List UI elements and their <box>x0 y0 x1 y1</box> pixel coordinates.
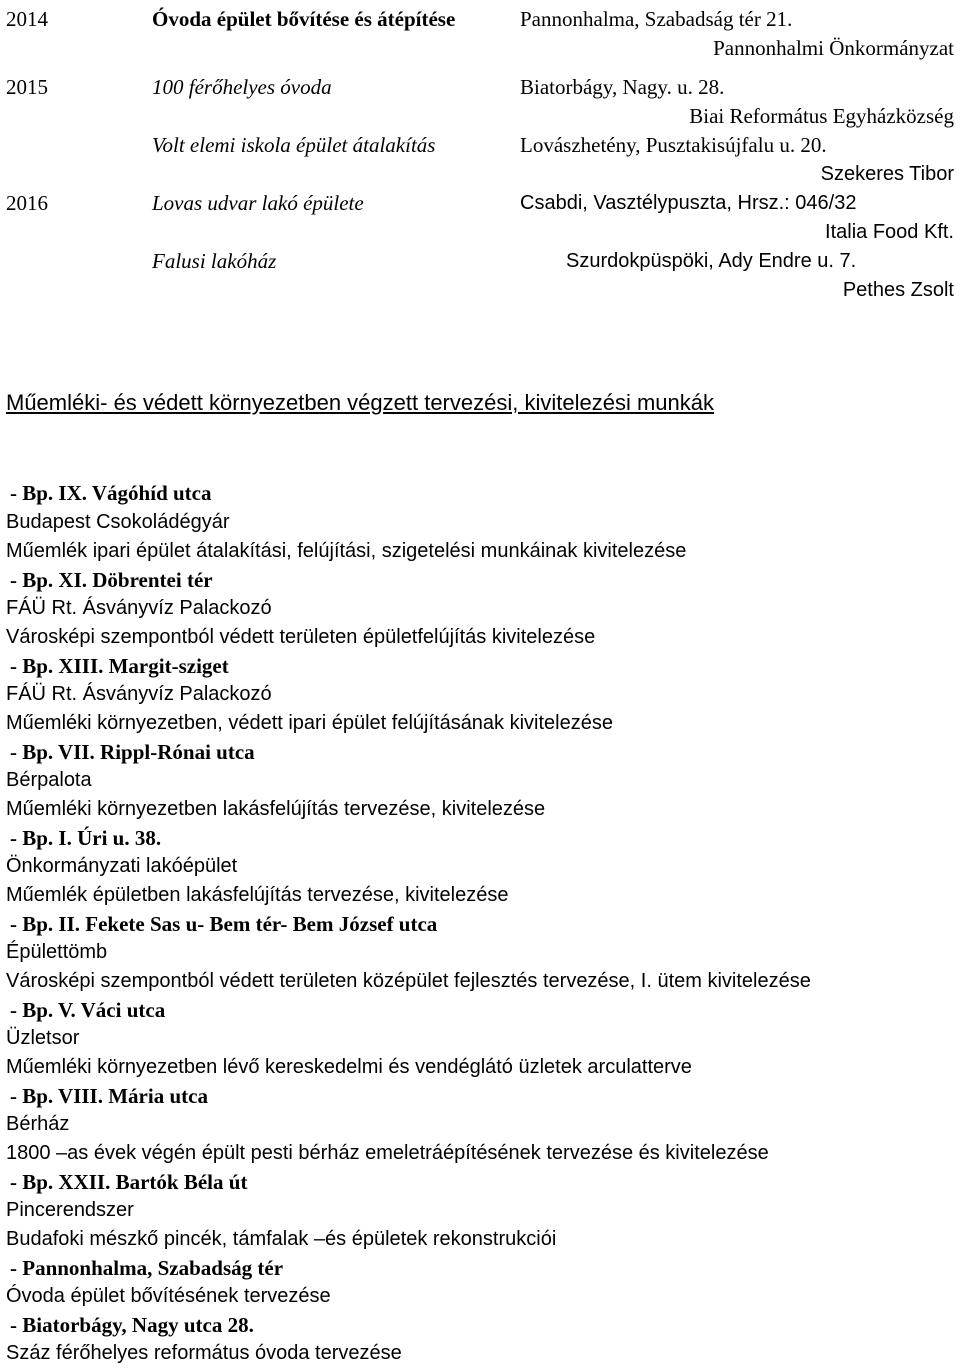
work-place: - Bp. V. Váci utca <box>10 998 166 1022</box>
work-client: Önkormányzati lakóépület <box>6 855 238 877</box>
work-description: Műemléki környezetben, védett ipari épület felújításának kivitelezése <box>6 712 613 734</box>
work-description: Száz férőhelyes református óvoda tervezése <box>6 1342 402 1364</box>
ref-project: Lovas udvar lakó épülete <box>152 191 364 215</box>
work-description: Budafoki mészkő pincék, támfalak –és épületek rekonstrukciói <box>6 1228 557 1250</box>
work-place: - Bp. XXII. Bartók Béla út <box>10 1170 248 1194</box>
ref-location: Lovászhetény, Pusztakisújfalu u. 20. <box>520 133 827 157</box>
ref-year: 2015 <box>6 75 48 99</box>
work-client: Üzletsor <box>6 1027 80 1049</box>
ref-project: 100 férőhelyes óvoda <box>152 75 332 99</box>
work-place: - Bp. VIII. Mária utca <box>10 1084 208 1108</box>
ref-year: 2014 <box>6 7 48 31</box>
work-description: Műemlék épületben lakásfelújítás tervezése, kivitelezése <box>6 884 509 906</box>
work-client: Budapest Csokoládégyár <box>6 511 230 533</box>
work-client: FÁÜ Rt. Ásványvíz Palackozó <box>6 597 272 619</box>
ref-client: Biai Református Egyházközség <box>689 104 954 128</box>
work-description: Óvoda épület bővítésének tervezése <box>6 1285 331 1307</box>
work-description: 1800 –as évek végén épült pesti bérház emeletráépítésének tervezése és kivitelezése <box>6 1142 769 1164</box>
work-description: Városképi szempontból védett területen középület fejlesztés tervezése, I. ütem kivitelezése <box>6 970 811 992</box>
section-heading: Műemléki- és védett környezetben végzett tervezési, kivitelezési munkák <box>6 390 714 415</box>
work-client: Épülettömb <box>6 941 108 963</box>
work-place: - Bp. II. Fekete Sas u- Bem tér- Bem József utca <box>10 912 438 936</box>
ref-location: Csabdi, Vasztélypuszta, Hrsz.: 046/32 <box>520 192 857 214</box>
ref-year: 2016 <box>6 191 48 215</box>
ref-client: Italia Food Kft. <box>825 221 954 243</box>
work-client: Bérpalota <box>6 769 92 791</box>
ref-location: Biatorbágy, Nagy. u. 28. <box>520 75 725 99</box>
ref-location: Pannonhalma, Szabadság tér 21. <box>520 7 793 31</box>
ref-project: Volt elemi iskola épület átalakítás <box>152 133 436 157</box>
work-place: - Pannonhalma, Szabadság tér <box>10 1256 284 1280</box>
work-place: - Bp. XI. Döbrentei tér <box>10 568 213 592</box>
ref-client: Pannonhalmi Önkormányzat <box>713 36 954 60</box>
ref-project: Óvoda épület bővítése és átépítése <box>152 7 456 31</box>
work-client: Pincerendszer <box>6 1199 134 1221</box>
work-place: - Bp. I. Úri u. 38. <box>10 826 162 850</box>
work-place: - Bp. XIII. Margit-sziget <box>10 654 229 678</box>
work-place: - Biatorbágy, Nagy utca 28. <box>10 1313 254 1337</box>
work-place: - Bp. IX. Vágóhíd utca <box>10 481 212 505</box>
ref-client: Szekeres Tibor <box>820 163 954 185</box>
ref-project: Falusi lakóház <box>152 249 277 273</box>
work-description: Városképi szempontból védett területen épületfelújítás kivitelezése <box>6 626 596 648</box>
work-place: - Bp. VII. Rippl-Rónai utca <box>10 740 255 764</box>
ref-location: Szurdokpüspöki, Ady Endre u. 7. <box>566 250 857 272</box>
work-description: Műemlék ipari épület átalakítási, felújítási, szigetelési munkáinak kivitelezése <box>6 540 687 562</box>
work-client: Bérház <box>6 1113 70 1135</box>
work-description: Műemléki környezetben lévő kereskedelmi és vendéglátó üzletek arculatterve <box>6 1056 692 1078</box>
work-client: FÁÜ Rt. Ásványvíz Palackozó <box>6 683 272 705</box>
ref-client: Pethes Zsolt <box>842 279 954 301</box>
work-description: Műemléki környezetben lakásfelújítás tervezése, kivitelezése <box>6 798 546 820</box>
